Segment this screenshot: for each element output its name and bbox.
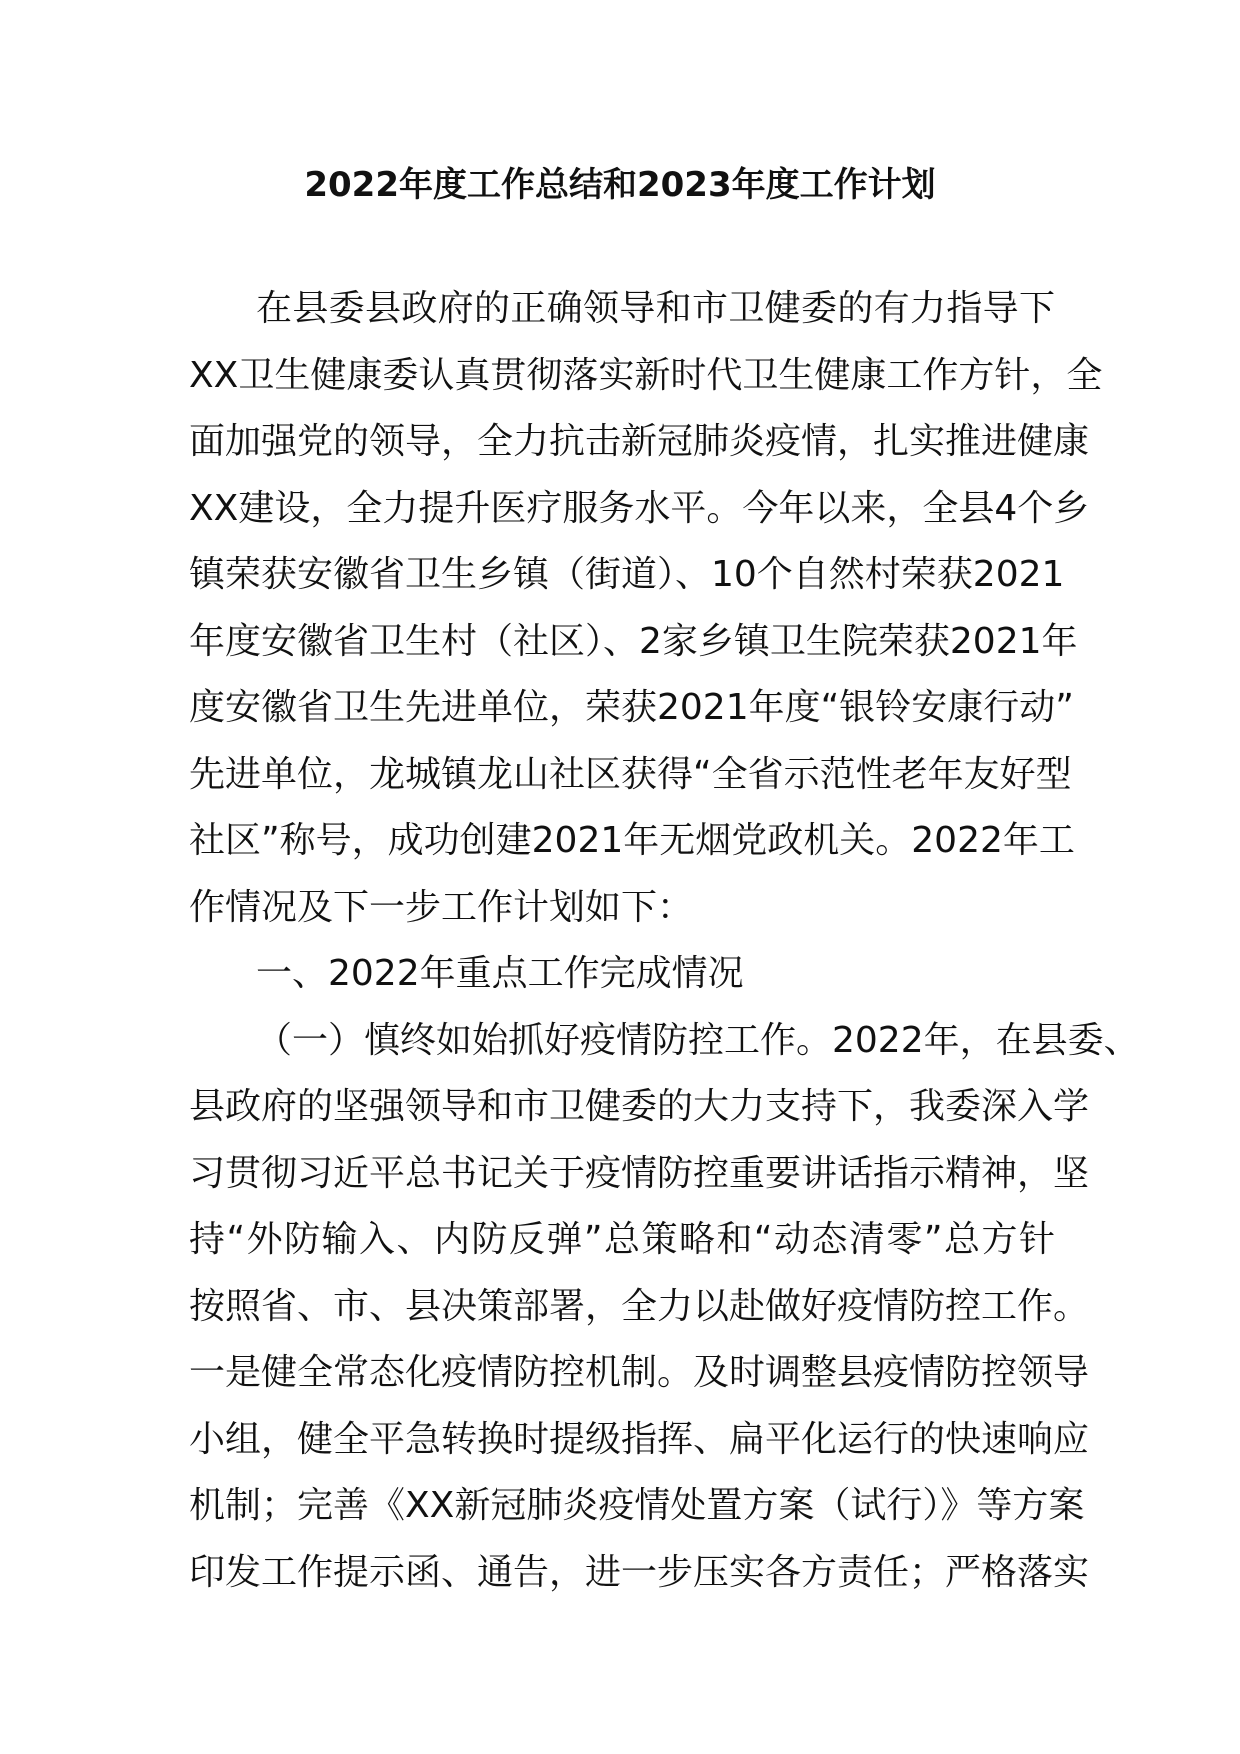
text-line: 在县委县政府的正确领导和市卫健委的有力指导下 bbox=[256, 288, 1055, 329]
text-line: 按照省、市、县决策部署，全力以赴做好疫情防控工作。 bbox=[189, 1285, 1090, 1327]
text-line: 面加强党的领导，全力抗击新冠肺炎疫情，扎实推进健康 bbox=[189, 421, 1090, 462]
text-line: 一是健全常态化疫情防控机制。及时调整县疫情防控领导 bbox=[189, 1352, 1090, 1393]
text-line: 先进单位，龙城镇龙山社区获得“全省示范性老年友好型 bbox=[189, 753, 1072, 795]
paragraph-epidemic-control bbox=[189, 1008, 1140, 1607]
text-line: 年度安徽省卫生村（社区）、2家乡镇卫生院荣获2021年 bbox=[189, 620, 1078, 662]
text-line: 持“外防输入、内防反弹”总策略和“动态清零”总方针 bbox=[189, 1219, 1055, 1260]
text-line: 作情况及下一步工作计划如下： bbox=[189, 886, 694, 928]
heading-line: 一、2022年重点工作完成情况 bbox=[256, 953, 744, 994]
document-title: 2022年度工作总结和2023年度工作计划 bbox=[304, 165, 936, 205]
text-line: XX建设，全力提升医疗服务水平。今年以来，全县4个乡 bbox=[189, 487, 1090, 529]
text-line: 社区”称号，成功创建2021年无烟党政机关。2022年工 bbox=[189, 820, 1075, 861]
text-line: 习贯彻习近平总书记关于疫情防控重要讲话指示精神，坚 bbox=[189, 1152, 1090, 1194]
text-line: 度安徽省卫生先进单位，荣获2021年度“银铃安康行动” bbox=[189, 687, 1074, 728]
text-line: 镇荣获安徽省卫生乡镇（街道）、10个自然村荣获2021 bbox=[189, 554, 1065, 595]
paragraph-intro bbox=[189, 276, 1103, 941]
text-line: 印发工作提示函、通告，进一步压实各方责任；严格落实 bbox=[189, 1551, 1090, 1593]
text-line: 小组，健全平急转换时提级指挥、扁平化运行的快速响应 bbox=[189, 1418, 1090, 1460]
text-line: XX卫生健康委认真贯彻落实新时代卫生健康工作方针，全 bbox=[189, 354, 1103, 396]
document-body bbox=[189, 276, 1140, 1606]
text-line: （一）慎终如始抓好疫情防控工作。2022年，在县委、 bbox=[256, 1019, 1140, 1061]
text-line: 县政府的坚强领导和市卫健委的大力支持下，我委深入学 bbox=[189, 1086, 1090, 1127]
text-line: 机制；完善《XX新冠肺炎疫情处置方案（试行）》等方案 bbox=[189, 1485, 1085, 1526]
section-heading bbox=[189, 941, 1055, 1008]
